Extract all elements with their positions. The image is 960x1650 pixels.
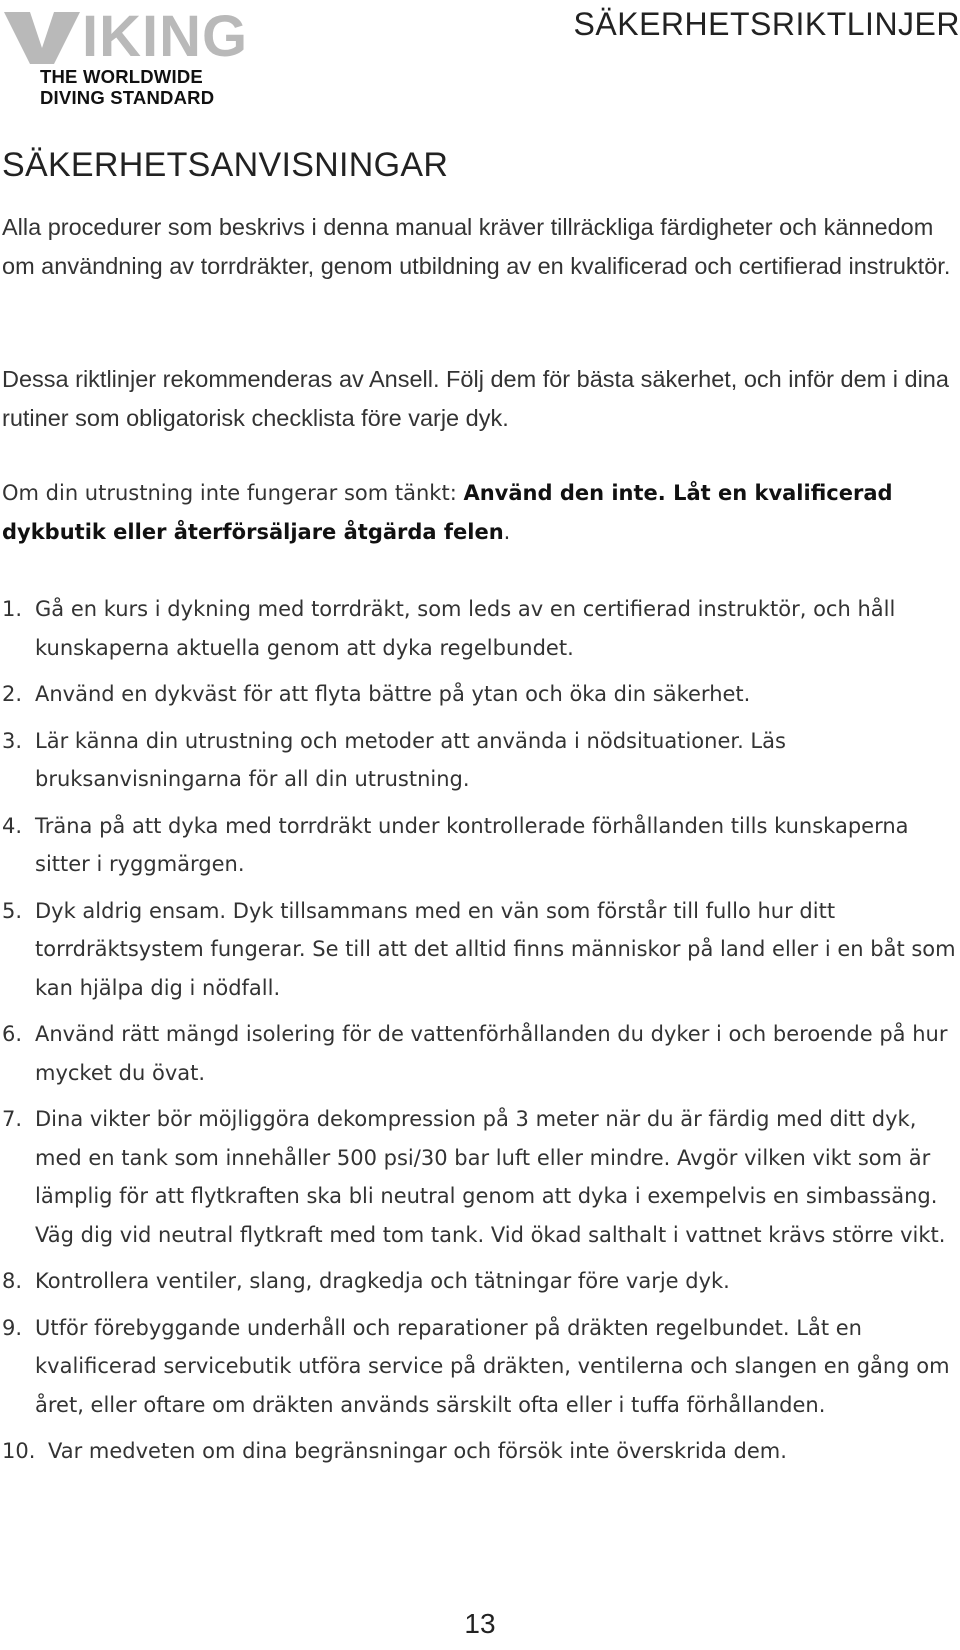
step-text: Träna på att dyka med torrdräkt under kontrollerade förhållanden tills kunskaperna sitter i ryggmärgen. [35,813,909,876]
list-item [2,1262,960,1301]
logo-tagline-line1: THE WORLDWIDE [40,66,203,87]
list-item [2,590,960,667]
step-text: Dina vikter bör möjliggöra dekompression på 3 meter när du är färdig med ditt dyk, med en tank som innehåller 500 psi/30 bar luft eller mindre. Avgör vilken vikt som är lämplig för att flytkraften ska bli neutral genom att dyka i exempelvis en simbassäng. Väg dig vid neutral flytkraft med tom tank. Vid ökad salthalt i vattnet krävs större vikt. [35,1107,946,1247]
step-text: Var medveten om dina begränsningar och försök inte överskrida dem. [48,1439,787,1463]
step-text: Kontrollera ventiler, slang, dragkedja och tätningar före varje dyk. [35,1269,730,1293]
intro-paragraph-2: Dessa riktlinjer rekommenderas av Ansell. Följ dem för bästa säkerhet, och inför dem i dina rutiner som obligatorisk checklista före varje dyk. [2,366,949,431]
list-item [2,1309,960,1425]
step-text: Lär känna din utrustning och metoder att använda i nödsituationer. Läs bruksanvisningarna för all din utrustning. [35,728,786,791]
safety-steps-list [2,590,960,1479]
list-item [2,722,960,799]
step-number: 8. [2,1269,23,1293]
step-text: Använd rätt mängd isolering för de vattenförhållanden du dyker i och beroende på hur mycket du övat. [35,1022,948,1085]
intro-paragraph-1: Alla procedurer som beskrivs i denna manual kräver tillräckliga färdigheter och kännedom om användning av torrdräkter, genom utbildning av en kvalificerad och certifierad instruktör. [2,214,951,279]
warning-lead: Om din utrustning inte fungerar som tänkt: [2,481,464,505]
step-number: 4. [2,813,23,838]
logo-tagline-line2: DIVING STANDARD [40,87,215,108]
step-number: 3. [2,728,23,753]
step-number: 10. [2,1439,36,1463]
viking-logo [4,6,264,116]
page-number: 13 [464,1608,496,1639]
step-number: 9. [2,1315,23,1340]
step-text: Gå en kurs i dykning med torrdräkt, som leds av en certifierad instruktör, och håll kunskaperna aktuella genom att dyka regelbundet. [35,597,896,660]
logo-tagline [40,66,214,108]
step-number: 2. [2,682,23,706]
step-text: Dyk aldrig ensam. Dyk tillsammans med en vän som förstår till fullo hur ditt torrdräktsystem fungerar. Se till att det alltid finns människor på land eller i en båt som kan hjälpa dig i nödfall. [35,898,956,1000]
warning-bold: Använd den inte. Låt en kvalificerad dykbutik eller återförsäljare åtgärda felen [2,481,893,544]
step-number: 5. [2,898,23,923]
viking-logo-wordmark [4,6,254,64]
step-number: 6. [2,1022,23,1046]
header-title: SÄKERHETSRIKTLINJER [573,6,960,42]
step-text: Använd en dykväst för att flyta bättre på ytan och öka din säkerhet. [35,682,751,706]
list-item [2,675,960,714]
list-item [2,1100,960,1254]
list-item [2,807,960,884]
warning-end: . [503,519,511,544]
step-number: 7. [2,1107,23,1131]
warning-paragraph [2,474,952,551]
list-item [2,1015,960,1092]
list-item [2,892,960,1008]
svg-text:IKING: IKING [82,6,249,64]
list-item [2,1432,960,1471]
step-text: Utför förebyggande underhåll och reparationer på dräkten regelbundet. Låt en kvalificerad servicebutik utföra service på dräkten, ventilerna och slangen en gång om året, eller oftare om dräkten används särskilt ofta eller i tuffa förhållanden. [35,1315,950,1417]
section-title: SÄKERHETSANVISNINGAR [2,146,449,184]
step-number: 1. [2,597,23,621]
